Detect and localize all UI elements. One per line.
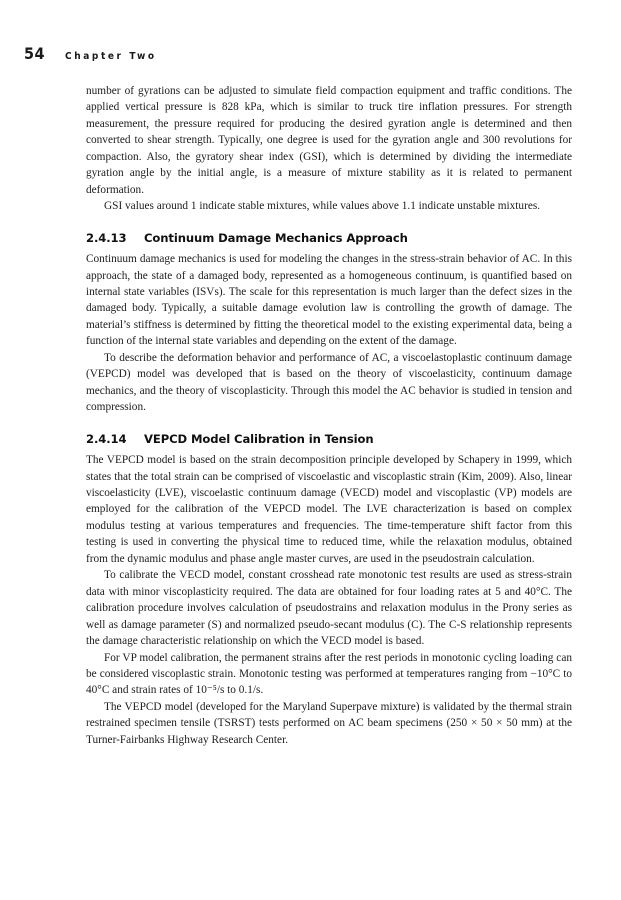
section-number: 2.4.14 xyxy=(86,431,127,446)
paragraph-vepcd-description: To describe the deformation behavior and performance of AC, a viscoelastoplastic continuum damage (VEPCD) model was developed that is based on the theory of viscoelasticity, continuum damage mechanics, and the theory of viscoplasticity. Through this model the AC behavior is studied in tension and compression. xyxy=(86,351,572,414)
section-heading-2-4-13 xyxy=(86,230,572,246)
paragraph-gsi-values: GSI values around 1 indicate stable mixtures, while values above 1.1 indicate unstable mixtures. xyxy=(104,200,541,213)
paragraph-tsrst-validation: The VEPCD model (developed for the Maryland Superpave mixture) is validated by the thermal strain restrained specimen tensile (TSRST) tests performed on AC beam specimens (250 × 50 × 50 mm) at the Turner-Fairbanks Highway Research Center. xyxy=(86,700,572,746)
section-title: Continuum Damage Mechanics Approach xyxy=(144,230,408,245)
section-number: 2.4.13 xyxy=(86,230,127,245)
paragraph-vecd-calibration: To calibrate the VECD model, constant crosshead rate monotonic test results are used as stress-strain data with minor viscoplasticity required. The data are obtained for four loading rates at 5 and 40°C. The calibration procedure involves calculation of pseudostrains and relaxation modulus in the Prony series as well as damage parameter (S) and normalized pseudo-secant modulus (C). The C-S relationship represents the damage characteristic relationship on which the VECD model is based. xyxy=(86,569,572,648)
body-text xyxy=(86,83,572,748)
paragraph-gyration-continued: number of gyrations can be adjusted to simulate field compaction equipment and traffic conditions. The applied vertical pressure is 828 kPa, which is similar to truck tire inflation pressures. For strength measurement, the pressure required for producing the desired gyration angle is determined and then converted to shear strength. Typically, one degree is used for the gyration angle and 300 revolutions for compaction. Also, the gyratory shear index (GSI), which is determined by dividing the intermediate gyration angle by the initial angle, is a measure of mixture stability as it is related to permanent deformation. xyxy=(86,85,572,196)
section-heading-2-4-14 xyxy=(86,431,572,447)
chapter-label: Chapter Two xyxy=(65,51,157,62)
running-head xyxy=(24,44,157,64)
page-number: 54 xyxy=(24,44,46,63)
paragraph-vp-calibration: For VP model calibration, the permanent strains after the rest periods in monotonic cycling loading can be considered viscoplastic strain. Monotonic testing was performed at temperatures ranging from −10°C to 40°C and strain rates of 10⁻⁵/s to 0.1/s. xyxy=(86,651,572,697)
section-title: VEPCD Model Calibration in Tension xyxy=(144,431,374,446)
paragraph-continuum-damage: Continuum damage mechanics is used for modeling the changes in the stress-strain behavior of AC. In this approach, the state of a damaged body, represented as a homogeneous continuum, is quantified based on internal state variables (ISVs). The scale for this representation is much larger than the defect sizes in the damaged body. Typically, a suitable damage evolution law is controlling the growth of damage. The material’s stiffness is determined by fitting the theoretical model to the existing experimental data, being a function of the internal state variables and depending on the extent of the damage. xyxy=(86,253,572,348)
paragraph-strain-decomposition: The VEPCD model is based on the strain decomposition principle developed by Schapery in 1999, which states that the total strain can be comprised of viscoelastic and viscoplastic strain (Kim, 2009). Also, linear viscoelasticity (LVE), viscoelastic continuum damage (VECD) model and viscoplastic (VP) models are employed for the calibration of the VEPCD model. The LVE characterization is based on complex modulus testing at various temperatures and frequencies. The time-temperature shift factor from this testing is used in converting the physical time to reduced time, while the relaxation modulus, obtained from the dynamic modulus and phase angle master curves, are used in the pseudostrain calculation. xyxy=(86,454,572,565)
